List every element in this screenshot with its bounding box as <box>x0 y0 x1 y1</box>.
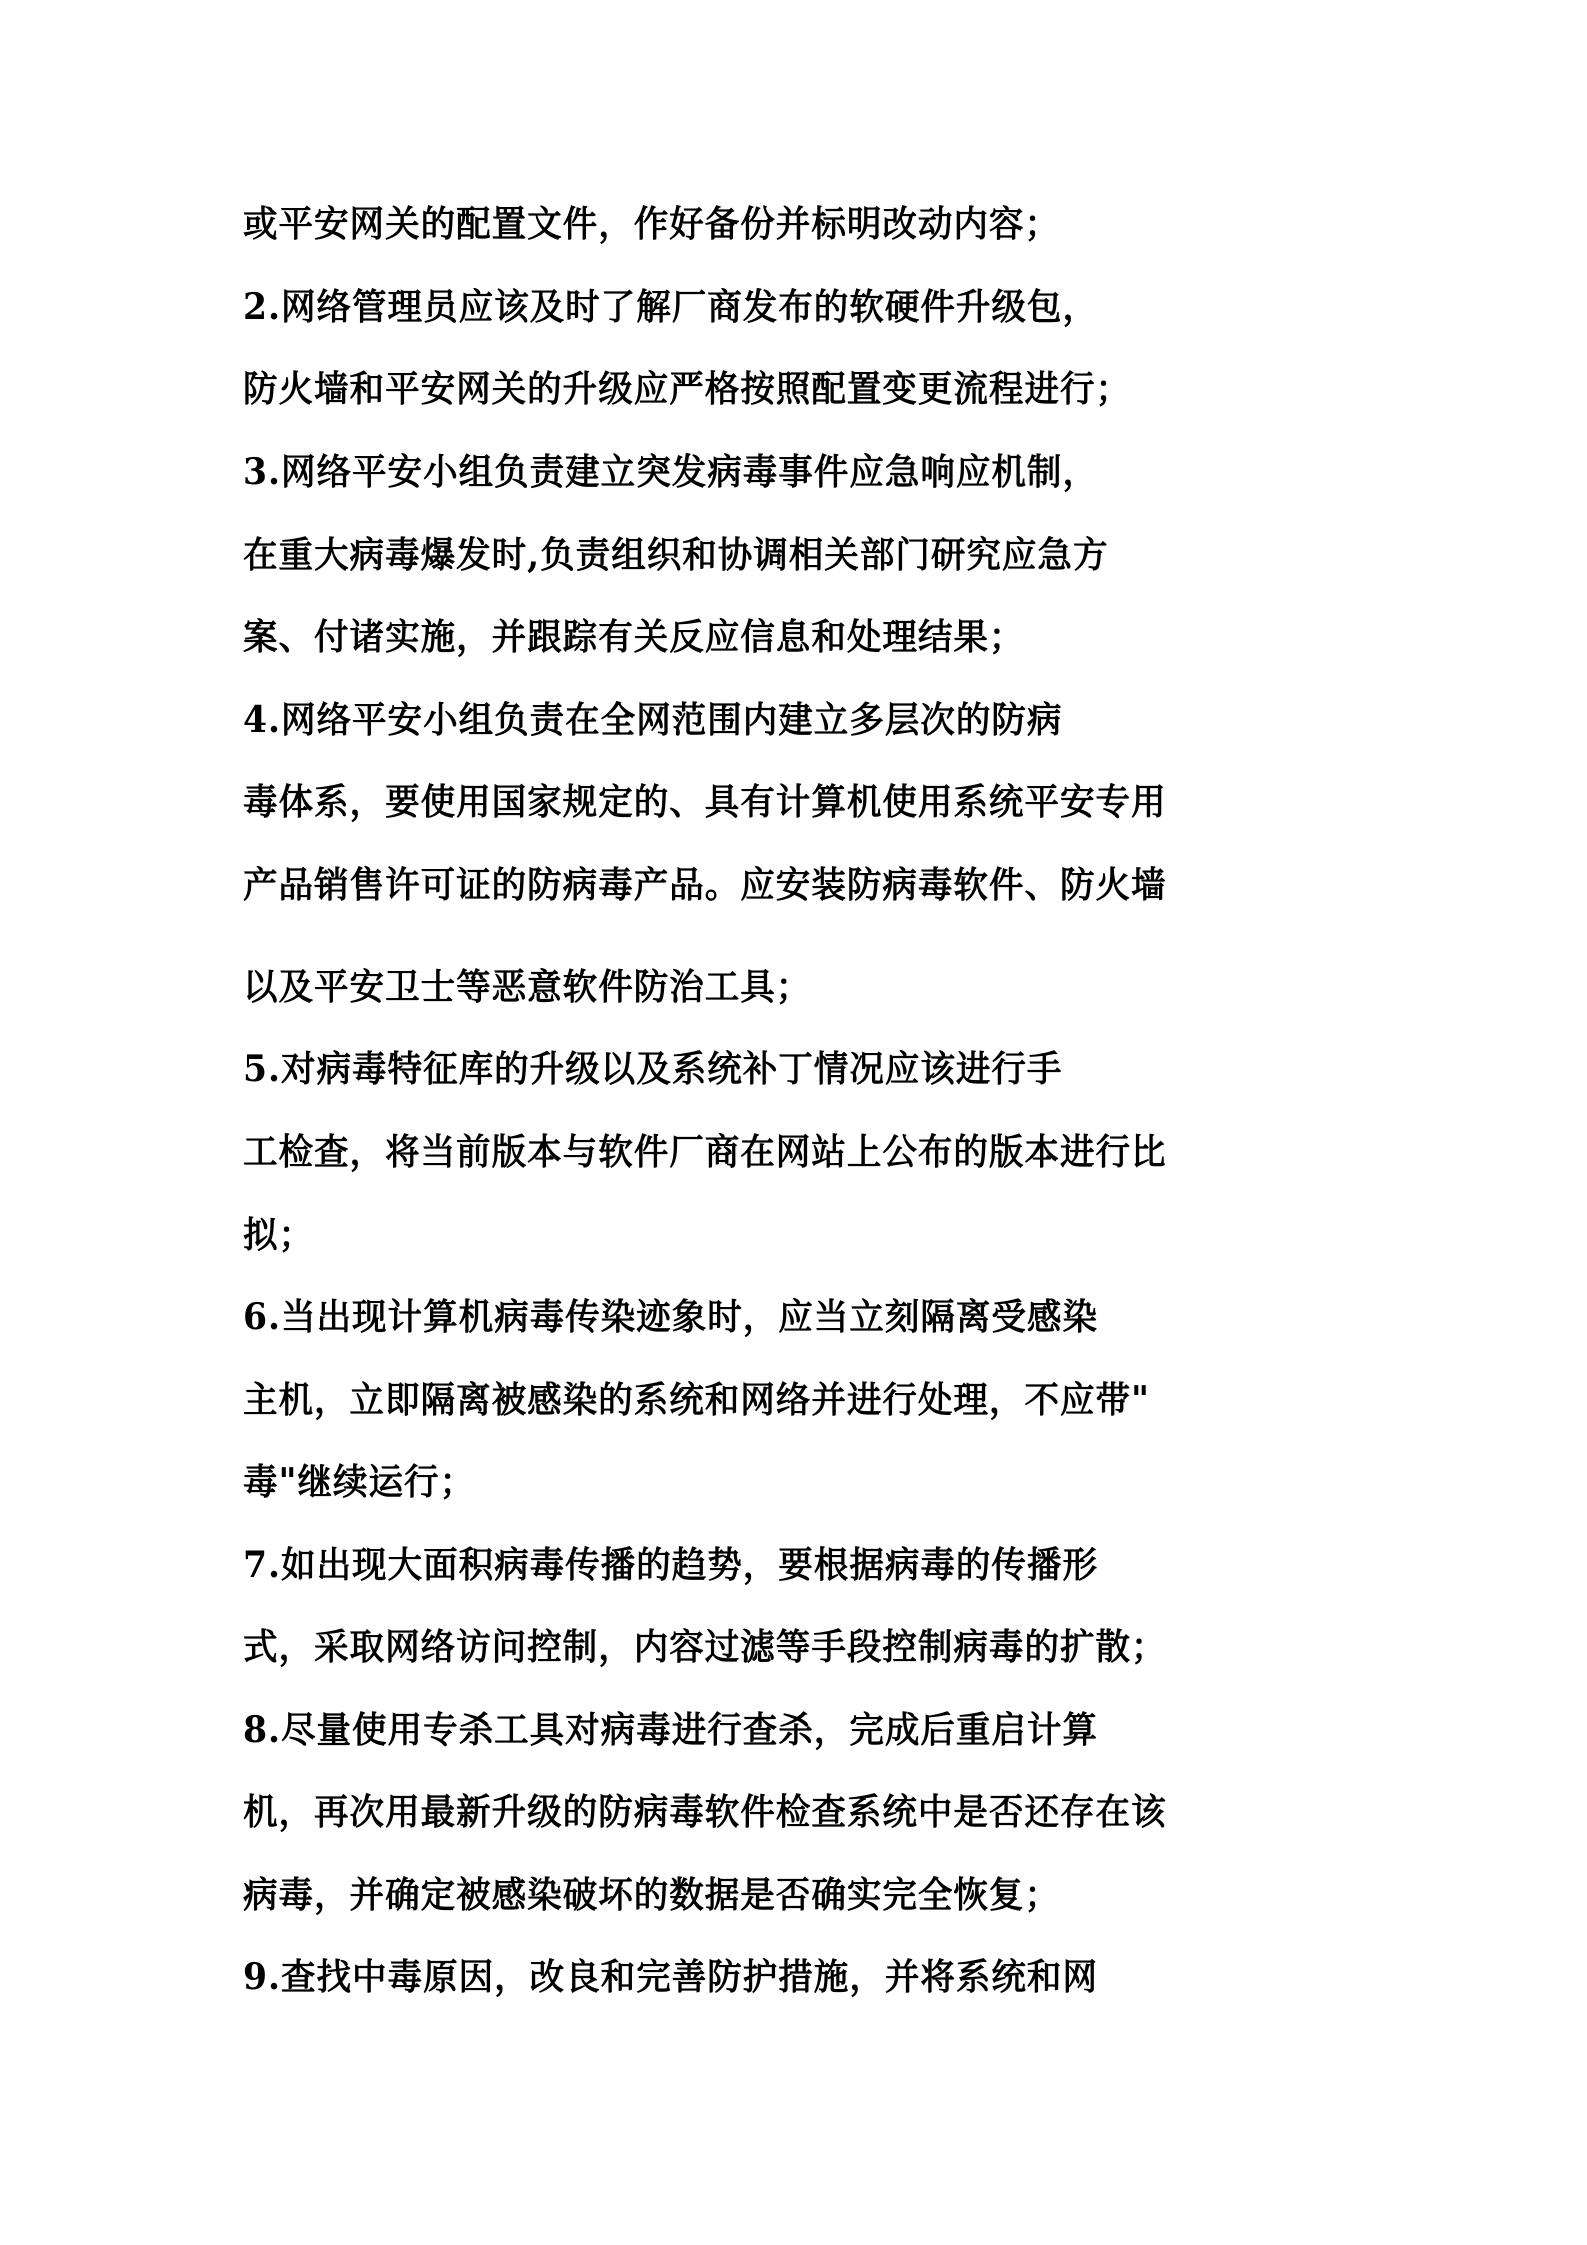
text-line: 机，再次用最新升级的防病毒软件检查系统中是否还存在该 <box>243 1791 1167 1833</box>
text-line: 毒"继续运行； <box>243 1461 476 1503</box>
text-line: 防火墙和平安网关的升级应严格按照配置变更流程进行； <box>243 368 1132 410</box>
text-line: 拟； <box>243 1214 315 1256</box>
text-line: 9.查找中毒原因，改良和完善防护措施，并将系统和网 <box>243 1956 1098 1998</box>
text-line: 或平安网关的配置文件，作好备份并标明改动内容； <box>243 203 1060 245</box>
text-line: 工检查，将当前版本与软件厂商在网站上公布的版本进行比 <box>243 1131 1167 1173</box>
text-line: 7.如出现大面积病毒传播的趋势，要根据病毒的传播形 <box>243 1544 1098 1586</box>
text-line: 3.网络平安小组负责建立突发病毒事件应急响应机制， <box>243 451 1098 493</box>
text-line: 主机，立即隔离被感染的系统和网络并进行处理，不应带" <box>243 1379 1150 1421</box>
text-line: 案、付诸实施，并跟踪有关反应信息和处理结果； <box>243 616 1025 658</box>
text-line: 式，采取网络访问控制，内容过滤等手段控制病毒的扩散； <box>243 1626 1167 1668</box>
text-line: 病毒，并确定被感染破坏的数据是否确实完全恢复； <box>243 1874 1060 1916</box>
text-line: 5.对病毒特征库的升级以及系统补丁情况应该进行手 <box>243 1048 1063 1090</box>
text-line: 6.当出现计算机病毒传染迹象时，应当立刻隔离受感染 <box>243 1296 1098 1338</box>
text-line: 毒体系，要使用国家规定的、具有计算机使用系统平安专用 <box>243 781 1167 823</box>
text-line: 以及平安卫士等恶意软件防治工具； <box>243 966 812 1008</box>
text-line: 4.网络平安小组负责在全网范围内建立多层次的防病 <box>243 699 1063 741</box>
text-line: 8.尽量使用专杀工具对病毒进行查杀，完成后重启计算 <box>243 1709 1098 1751</box>
text-line: 产品销售许可证的防病毒产品。应安装防病毒软件、防火墙 <box>243 864 1167 906</box>
text-line: 2.网络管理员应该及时了解厂商发布的软硬件升级包， <box>243 286 1098 328</box>
text-line: 在重大病毒爆发时,负责组织和协调相关部门研究应急方 <box>243 534 1109 576</box>
